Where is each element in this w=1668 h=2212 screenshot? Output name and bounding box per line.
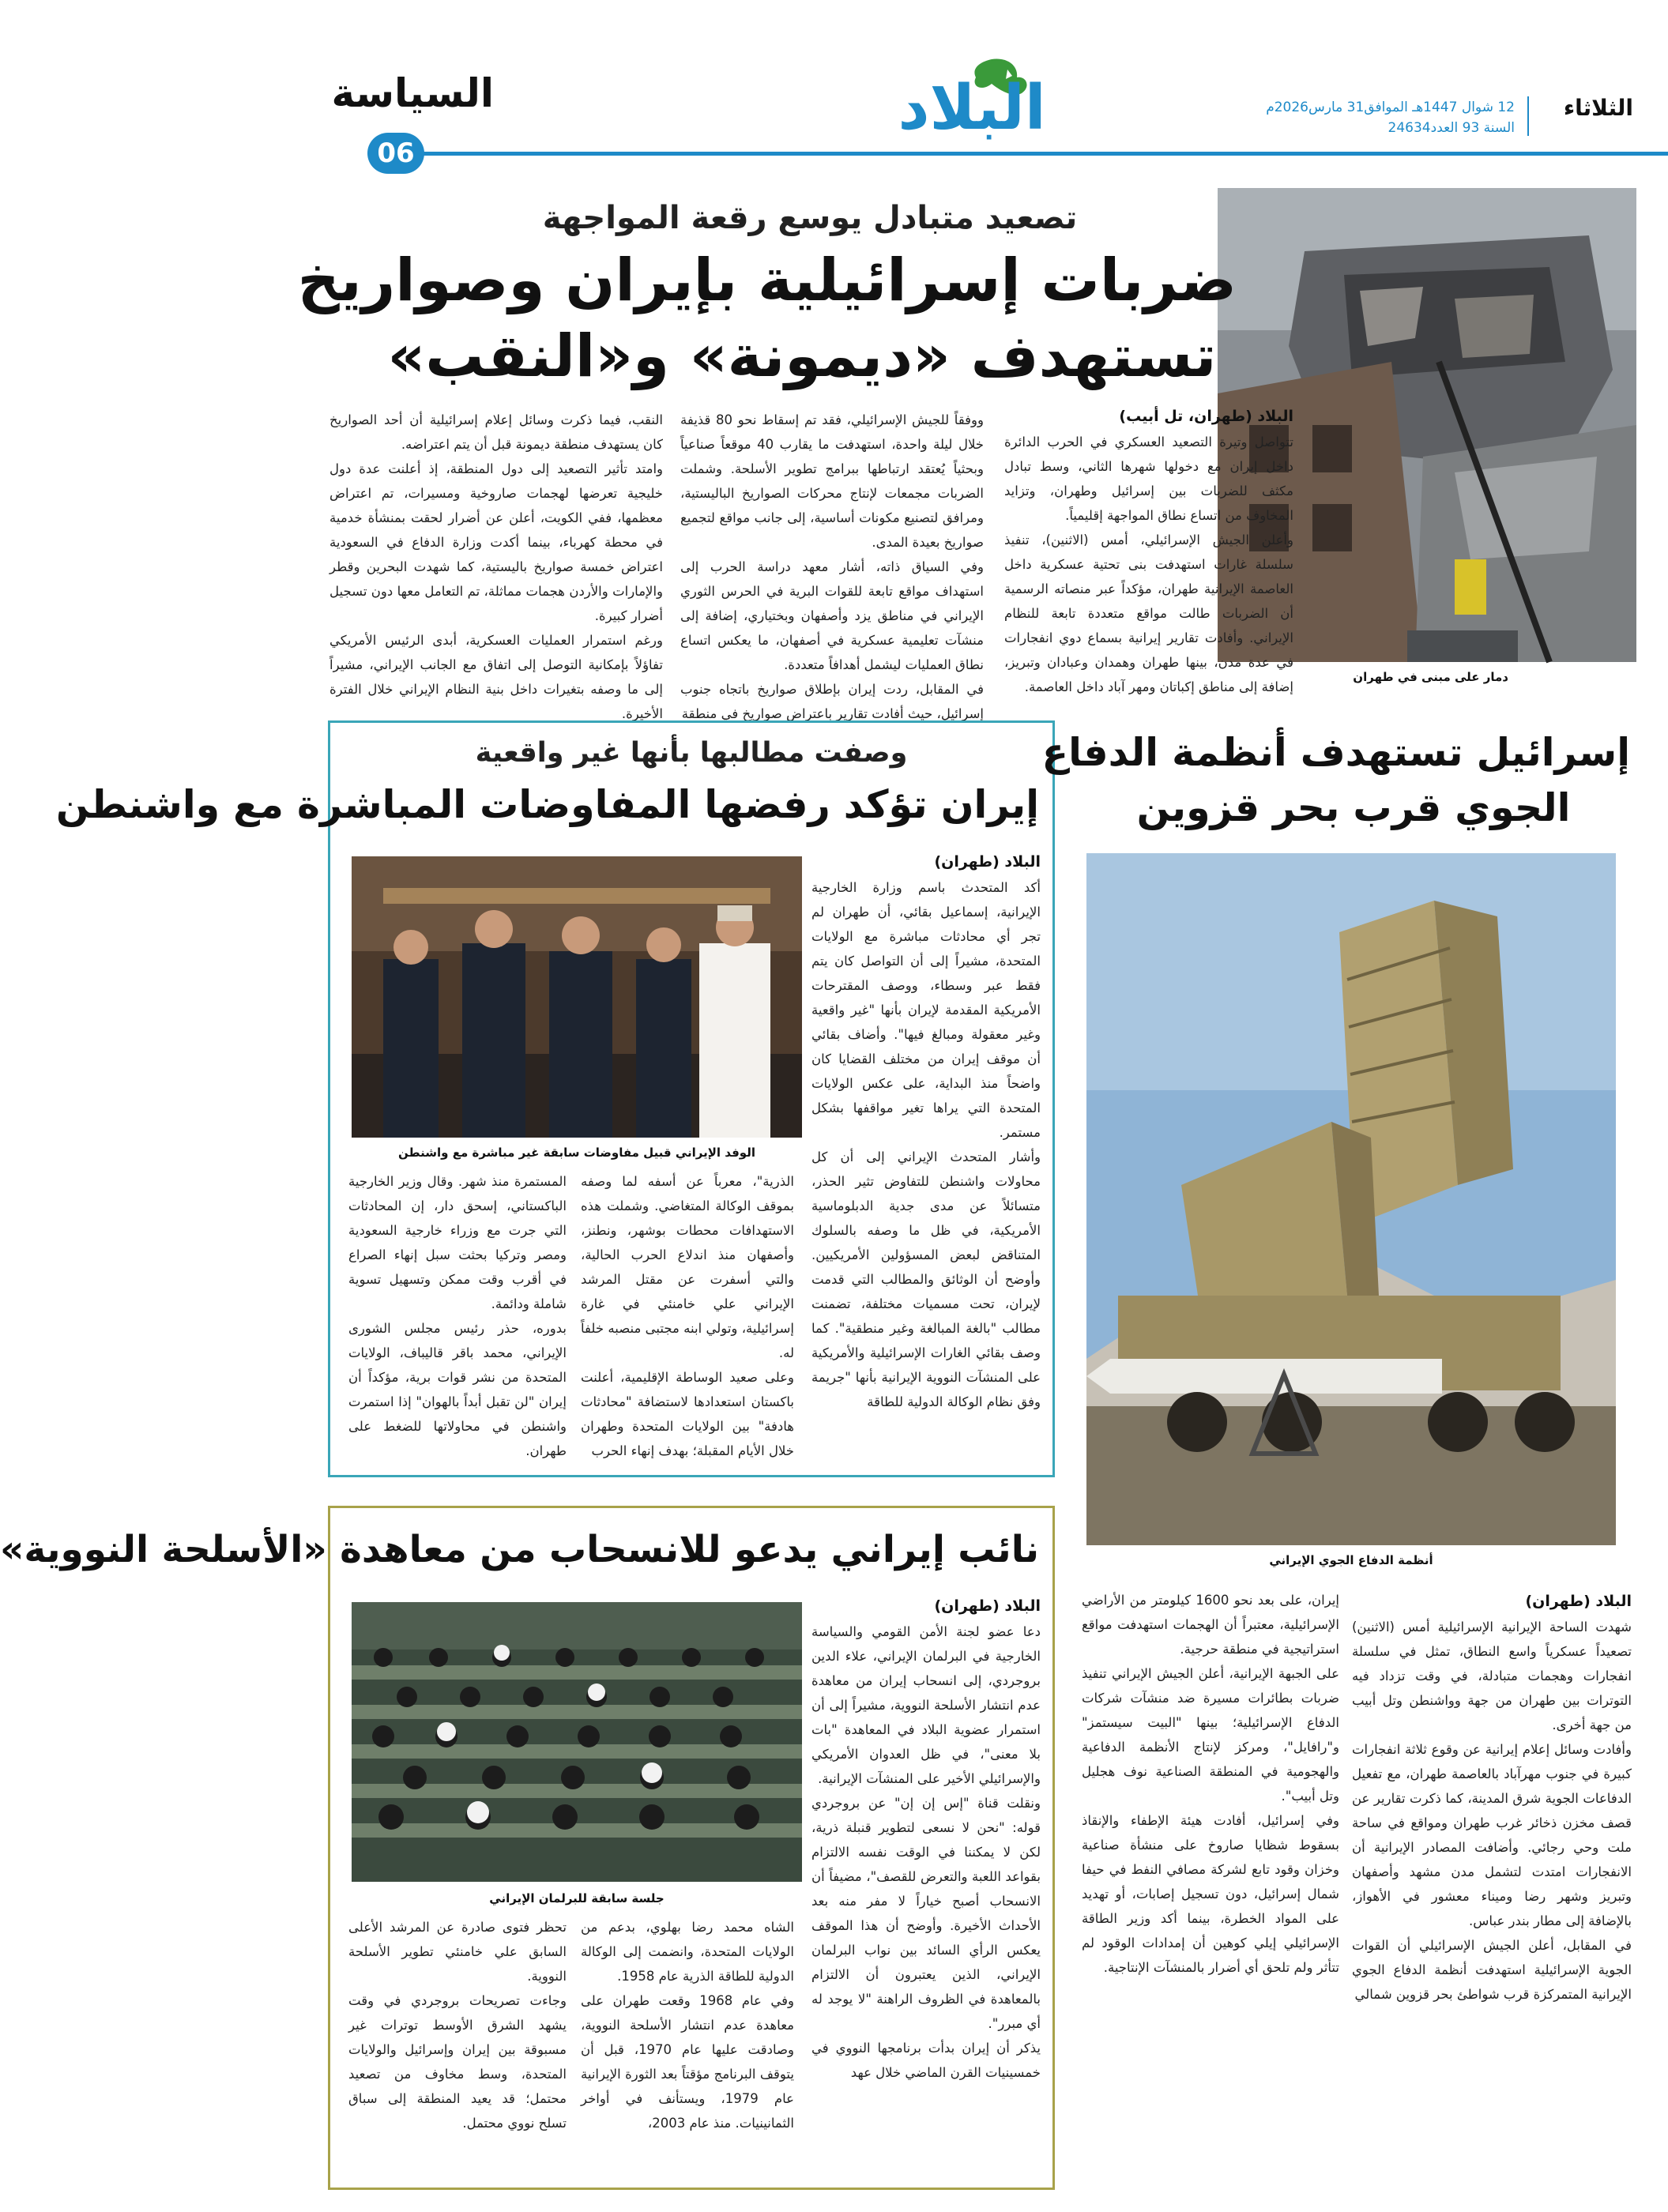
lead-kicker: تصعيد متبادل يوسع رقعة المواجهة xyxy=(542,200,1078,236)
lead-paragraph: وفي السياق ذاته، أشار معهد دراسة الحرب إلى استهداف مواقع تابعة للقوات البرية في الحرس الثوري الإيراني في مناطق يزد وأصفهان وبختياري، إضافة إلى منشآت تعليمية عسكرية في أصفهان، ما يعكس اتساع نطاق العمليات ليشمل أهدافاً متعددة. xyxy=(680,559,984,672)
masthead xyxy=(273,0,1668,182)
page-number: 06 xyxy=(377,137,415,169)
air-defense-paragraph: شهدت الساحة الإيرانية الإسرائيلية أمس (الاثنين) تصعيداً عسكرياً واسع النطاق، تمثل في سلسلة انفجارات وهجمات متبادلة، في وقت تزداد فيه التوترات بين طهران من جهة وواشنطن وتل أبيب من جهة أخرى. xyxy=(1352,1620,1632,1732)
npt-column-3 xyxy=(348,1915,567,2184)
issue-line: السنة 93 العدد24634 xyxy=(1387,120,1515,136)
lead-column-3 xyxy=(329,408,663,721)
air-defense-headline-line-1: إسرائيل تستهدف أنظمة الدفاع xyxy=(1041,730,1630,775)
air-defense-photo-launcher xyxy=(1086,853,1616,1545)
iran-talks-column-3 xyxy=(348,1169,567,1468)
header-divider xyxy=(1527,96,1529,136)
lead-byline: البلاد (طهران، تل أبيب) xyxy=(1119,408,1293,425)
iran-talks-paragraph: وعلى صعيد الوساطة الإقليمية، أعلنت باكستان استعدادها لاستضافة "محادثات هادفة" بين الولايات المتحدة وطهران خلال الأيام المقبلة؛ بهدف إنهاء الحرب xyxy=(581,1370,794,1458)
iran-talks-column-2 xyxy=(581,1169,794,1468)
lead-paragraph: وأعلن الجيش الإسرائيلي، أمس (الاثنين)، تنفيذ سلسلة غارات استهدفت بنى تحتية عسكرية داخل العاصمة الإيرانية طهران، مؤكداً عبر منصاته الرسمية أن الضربات طالت مواقع متعددة تابعة للنظام الإيراني. وأفادت تقارير إيرانية بسماع دوي انفجارات في عدة مدن، بينها طهران وهمدان وعبادان وتبريز، إضافة إلى مناطق إكباتان ومهر آباد داخل العاصمة. xyxy=(1004,532,1293,694)
blue-rule xyxy=(407,152,1668,156)
lead-paragraph: في المقابل، ردت إيران بإطلاق صواريخ باتجاه جنوب إسرائيل، حيث أفادت تقارير باعتراض صواريخ في منطقة xyxy=(680,682,984,721)
section-title: السياسة xyxy=(331,70,494,116)
npt-photo-parliament xyxy=(352,1602,802,1882)
npt-column-1 xyxy=(811,1593,1041,2184)
air-defense-paragraph: وفي إسرائيل، أفادت هيئة الإطفاء والإنقاذ بسقوط شظايا صاروخ على منشأة صناعية وخزان وقود تابع لشركة مصافي النفط في حيفا شمال إسرائيل، دون تسجيل إصابات، أو تهديد على المواد الخطرة، بينما أكد وزير الطاقة الإسرائيلي إيلي كوهين أن إمدادات الوقود لم تتأثر ولم تلحق أي أضرار بالمنشآت الإنتاجية. xyxy=(1082,1813,1339,1975)
npt-paragraph: يذكر أن إيران بدأت برنامجها النووي في خمسينيات القرن الماضي خلال عهد xyxy=(811,2041,1041,2080)
npt-byline: البلاد (طهران) xyxy=(934,1597,1041,1615)
npt-headline: نائب إيراني يدعو للانسحاب من معاهدة «الأسلحة النووية» xyxy=(0,1528,1039,1571)
iran-talks-column-1 xyxy=(811,848,1041,1468)
npt-photo-caption: جلسة سابقة للبرلمان الإيراني xyxy=(489,1891,665,1905)
lead-paragraph: وامتد تأثير التصعيد إلى دول المنطقة، إذ أعلنت عدة دول خليجية تعرضها لهجمات صاروخية ومسيرات، تم اعتراض معظمها، ففي الكويت، أعلن عن أضرار لحقت بمنشأة خدمية في محطة كهرباء، بينما أكدت وزارة الدفاع في السعودية اعتراض خمسة صواريخ باليستية، كما شهدت البحرين وقطر والإمارات والأردن هجمات مماثلة، تم التعامل معها دون تسجيل أضرار كبيرة. xyxy=(329,461,663,623)
air-defense-paragraph: إيران، على بعد نحو 1600 كيلومتر من الأراضي الإسرائيلية، معتبراً أن الهجمات استهدفت مواقع استراتيجية في منطقة حرجية. xyxy=(1082,1593,1340,1657)
iran-talks-paragraph: أكد المتحدث باسم وزارة الخارجية الإيرانية، إسماعيل بقائي، أن طهران لم تجر أي محادثات مباشرة مع الولايات المتحدة، مشيراً إلى أن التواصل كان يتم فقط عبر وسطاء، ووصف المقترحات الأمريكية المقدمة لإيران بأنها "غير واقعية وغير معقولة ومبالغ فيها". وأضاف بقائي أن موقف إيران من مختلف القضايا كان واضحاً منذ البداية، على عكس الولايات المتحدة التي يراها تغير مواقفها بشكل مستمر. xyxy=(811,880,1041,1140)
lead-paragraph: ووفقاً للجيش الإسرائيلي، فقد تم إسقاط نحو 80 قذيفة خلال ليلة واحدة، استهدفت ما يقارب 40 موقعاً صناعياً وبحثياً يُعتقد ارتباطها ببرامج تطوير الأسلحة. وشملت الضربات مجمعات لإنتاج محركات الصواريخ الباليستية، ومرافق لتصنيع مكونات أساسية، إلى جانب مواقع لتجميع صواريخ بعيدة المدى. xyxy=(680,412,984,550)
npt-paragraph: وجاءت تصريحات بروجردي في وقت يشهد الشرق الأوسط توترات غير مسبوقة بين إيران وإسرائيل والولايات المتحدة، وسط مخاوف من تصعيد محتمل؛ قد يعيد المنطقة إلى سباق تسلح نووي محتمل. xyxy=(348,1993,567,2131)
lead-column-1 xyxy=(1004,403,1293,700)
npt-column-2 xyxy=(581,1915,794,2184)
iran-talks-photo-caption: الوفد الإيراني قبيل مفاوضات سابقة غير مباشرة مع واشنطن xyxy=(398,1146,755,1160)
lead-paragraph: تتواصل وتيرة التصعيد العسكري في الحرب الدائرة داخل إيران مع دخولها شهرها الثاني، وسط تبادل مكثف للضربات بين إسرائيل وطهران، وتزايد المخاوف من اتساع نطاق المواجهة إقليمياً. xyxy=(1004,434,1293,523)
air-defense-headline-line-2: الجوي قرب بحر قزوين xyxy=(1136,785,1571,830)
air-defense-column-1 xyxy=(1352,1588,1632,2196)
page-number-badge xyxy=(367,133,424,174)
newspaper-logo xyxy=(873,55,1071,142)
air-defense-paragraph: وأفادت وسائل إعلام إيرانية عن وقوع ثلاثة انفجارات كبيرة في جنوب مهرآباد بالعاصمة طهران، مع تفعيل الدفاعات الجوية شرق المدينة، كما ذكرت تقارير عن قصف مخزن ذخائر غرب طهران ومواقع في ساحة ملت وحي رجائي. وأضافت المصادر الإيرانية أن الانفجارات امتدت لتشمل مدن مشهد وأصفهان وتبريز وشهر رضا وميناء معشور في الأهواز، بالإضافة إلى مطار بندر عباس. xyxy=(1352,1742,1632,1928)
npt-paragraph: دعا عضو لجنة الأمن القومي والسياسة الخارجية في البرلمان الإيراني، علاء الدين بروجردي، إلى انسحاب إيران من معاهدة عدم انتشار الأسلحة النووية، مشيراً إلى أن استمرار عضوية البلاد في المعاهدة "بات بلا معنى"، في ظل العدوان الأمريكي والإسرائيلي الأخير على المنشآت الإيرانية. xyxy=(811,1624,1041,1786)
iran-talks-kicker: وصفت مطالبها بأنها غير واقعية xyxy=(475,737,908,769)
date-line: 12 شوال 1447هـ الموافق31 مارس2026م xyxy=(1266,100,1515,115)
weekday: الثلاثاء xyxy=(1563,95,1633,121)
iran-talks-paragraph: المستمرة منذ شهر. وقال وزير الخارجية الباكستاني، إسحق دار، إن المحادثات التي جرت مع وزراء خارجية السعودية ومصر وتركيا بحثت سبل إنهاء الصراع في أقرب وقت ممكن وتسهيل تسوية شاملة ودائمة. xyxy=(348,1174,567,1311)
air-defense-paragraph: في المقابل، أعلن الجيش الإسرائيلي أن القوات الجوية الإسرائيلية استهدفت أنظمة الدفاع الجوي الإيرانية المتمركزة قرب شواطئ بحر قزوين شمالي xyxy=(1352,1938,1632,2002)
lead-paragraph: ورغم استمرار العمليات العسكرية، أبدى الرئيس الأمريكي تفاؤلاً بإمكانية التوصل إلى اتفاق مع الجانب الإيراني، مشيراً إلى ما وصفه بتغيرات داخل بنية النظام الإيراني خلال الفترة الأخيرة. xyxy=(329,633,663,721)
iran-talks-paragraph: وأشار المتحدث الإيراني إلى أن كل محاولات واشنطن للتفاوض تثير الحذر، متسائلاً عن مدى جدية الدبلوماسية الأمريكية، في ظل ما وصفه بالسلوك المتناقض لبعض المسؤولين الأمريكيين. وأوضح أن الوثائق والمطالب التي قدمت لإيران، تحت مسميات مختلفة، تضمنت مطالب "بالغة المبالغة وغير منطقية". كما وصف بقائي الغارات الإسرائيلية والأمريكية على المنشآت النووية الإيرانية بأنها "جريمة وفق نظام الوكالة الدولية للطاقة xyxy=(811,1149,1041,1409)
iran-talks-paragraph: بدوره، حذر رئيس مجلس الشورى الإيراني، محمد باقر قاليباف، الولايات المتحدة من نشر قوات برية، مؤكداً أن إيران "لن تقبل أبداً بالهوان" إذا استمرت واشنطن في محاولاتها للضغط على طهران. xyxy=(348,1321,567,1458)
lead-headline-line-2: تستهدف «ديمونة» و«النقب» xyxy=(387,322,1217,390)
npt-paragraph: تحظر فتوى صادرة عن المرشد الأعلى السابق علي خامنئي تطوير الأسلحة النووية. xyxy=(348,1920,567,1984)
air-defense-byline: البلاد (طهران) xyxy=(1525,1593,1632,1610)
iran-talks-paragraph: الذرية"، معرباً عن أسفه لما وصفه بموقف الوكالة المتغاضي. وشملت هذه الاستهدافات محطات بوشهر، ونطنز، وأصفهان منذ اندلاع الحرب الحالية، والتي أسفرت عن مقتل المرشد الإيراني علي خامنئي في غارة إسرائيلية، وتولي ابنه مجتبى منصبه خلفاً له. xyxy=(581,1174,794,1360)
iran-talks-photo-delegation xyxy=(352,856,802,1138)
iran-talks-headline: إيران تؤكد رفضها المفاوضات المباشرة مع واشنطن xyxy=(55,782,1039,827)
npt-paragraph: ونقلت قناة "إس إن إن" عن بروجردي قوله: "نحن لا نسعى لتطوير قنبلة ذرية، لكن لا يمكننا في الوقت نفسه الالتزام بقواعد اللعبة والتعرض للقصف"، مضيفاً أن الانسحاب أصبح خياراً لا مفر منه بعد الأحداث الأخيرة. وأوضح أن هذا الموقف يعكس الرأي السائد بين نواب البرلمان الإيراني، الذين يعتبرون أن الالتزام بالمعاهدة في الظروف الراهنة "لا يوجد له أي مبرر". xyxy=(811,1796,1041,2031)
iran-talks-byline: البلاد (طهران) xyxy=(934,853,1041,871)
air-defense-column-2 xyxy=(1082,1588,1339,2196)
lead-column-2 xyxy=(680,408,984,721)
npt-paragraph: وفي عام 1968 وقعت طهران على معاهدة عدم انتشار الأسلحة النووية، وصادقت عليها عام 1970، قبل أن يتوقف البرنامج مؤقتاً بعد الثورة الإيرانية عام 1979، ويستأنف في أواخر الثمانينيات. منذ عام 2003، xyxy=(581,1993,795,2131)
lead-headline-line-1: ضربات إسرائيلية بإيران وصواريخ xyxy=(297,246,1237,314)
npt-paragraph: الشاه محمد رضا بهلوي، بدعم من الولايات المتحدة، وانضمت إلى الوكالة الدولية للطاقة الذرية عام 1958. xyxy=(581,1920,794,1984)
lead-paragraph: النقب، فيما ذكرت وسائل إعلام إسرائيلية أن أحد الصواريخ كان يستهدف منطقة ديمونة قبل أن يتم اعتراضه. xyxy=(329,412,663,452)
logo-text: البلاد xyxy=(898,73,1046,144)
air-defense-paragraph: على الجبهة الإيرانية، أعلن الجيش الإيراني تنفيذ ضربات بطائرات مسيرة ضد منشآت شركات الدفاع الإسرائيلية؛ بينها "البيت سيستمز" و"رافايل"، ومركز لإنتاج الأنظمة الدفاعية والهجومية في المنطقة الصناعية نوف هجليل وتل أبيب". xyxy=(1082,1666,1339,1804)
lead-photo-caption: دمار على مبنى في طهران xyxy=(1353,670,1508,684)
air-defense-photo-caption: أنظمة الدفاع الجوي الإيراني xyxy=(1269,1553,1433,1567)
